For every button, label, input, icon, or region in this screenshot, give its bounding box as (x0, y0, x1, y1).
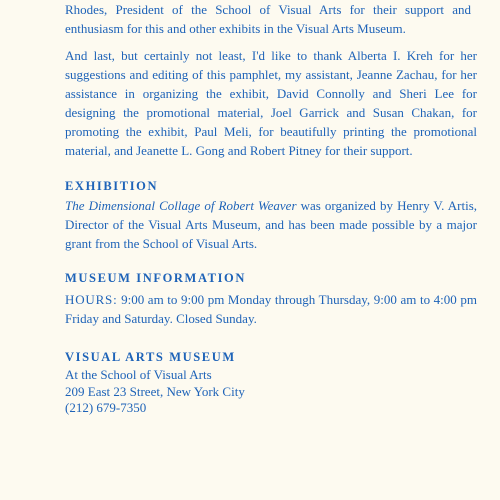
hours-label: HOURS: (65, 292, 118, 307)
visual-arts-museum-heading: VISUAL ARTS MUSEUM (65, 350, 236, 364)
address-line: At the School of Visual Arts (65, 367, 212, 382)
address-line: 209 East 23 Street, New York City (65, 383, 245, 399)
museum-address (65, 367, 245, 417)
museum-information-heading: MUSEUM INFORMATION (65, 271, 246, 285)
thanks-paragraph: And last, but certainly not least, I'd like to thank Alberta I. Kreh for her suggestions and editing of this pamphlet, my assistant, Jeanne Zachau, for her assistance in organizing the exhibit, David Connolly and Sheri Lee for designing the promotional material, Joel Garrick and Susan Chakan, for promoting the exhibit, Paul Meli, for beautifully printing the promotional material, and Jeanette L. Gong and Robert Pitney for their support. (65, 48, 477, 158)
exhibition-paragraph (65, 196, 477, 253)
hours-text: 9:00 am to 9:00 pm Monday through Thursday, 9:00 am to 4:00 pm Friday and Saturday. Closed Sunday. (65, 292, 477, 326)
exhibition-text: was organized by Henry V. Artis, Director of the Visual Arts Museum, and has been made possible by a major grant from the School of Visual Arts. (65, 198, 478, 251)
exhibition-title: The Dimensional Collage of Robert Weaver (65, 198, 297, 213)
phone-number: (212) 679-7350 (65, 400, 147, 415)
acknowledgement-paragraph-continued: Rhodes, President of the School of Visual Arts for their support and enthusiasm for this and other exhibits in the Visual Arts Museum. (65, 2, 471, 36)
hours-paragraph (65, 290, 477, 328)
exhibition-heading: EXHIBITION (65, 179, 159, 193)
